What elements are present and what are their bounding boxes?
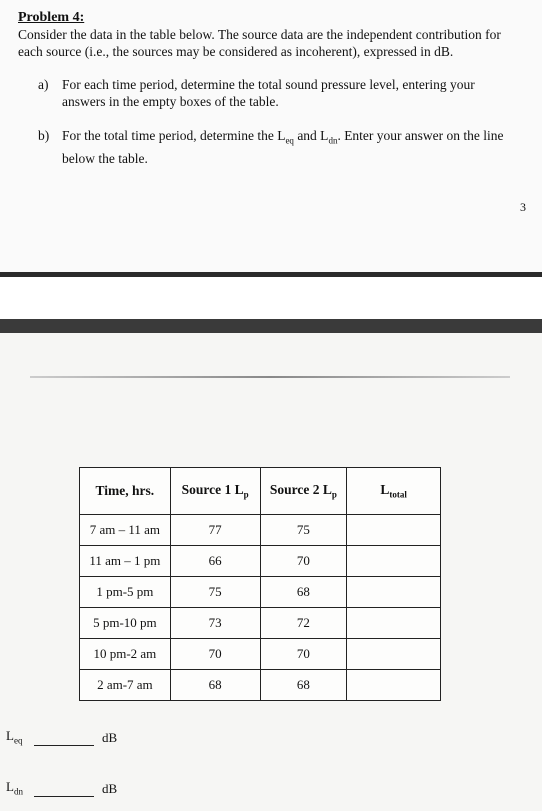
leq-label: [6, 728, 34, 746]
source2-cell: 70: [260, 546, 347, 577]
time-cell: 11 am – 1 pm: [80, 546, 171, 577]
page-divider-band-2: [0, 319, 542, 333]
source1-cell: 70: [170, 639, 260, 670]
source1-cell: 75: [170, 577, 260, 608]
header-ltotal: [347, 468, 441, 515]
header-ltotal-text: L: [380, 482, 390, 498]
time-cell: 1 pm-5 pm: [80, 577, 171, 608]
source1-cell: 77: [170, 515, 260, 546]
header-source1-sub: p: [243, 489, 249, 500]
header-ltotal-sub: total: [389, 489, 407, 500]
table-row: [80, 577, 441, 608]
time-cell: 2 am-7 am: [80, 670, 171, 701]
ltotal-answer-box[interactable]: [347, 639, 441, 670]
ldn-answer: [6, 779, 117, 797]
sound-level-table: [79, 467, 441, 701]
ldn-label-sub: dn: [13, 786, 23, 797]
header-source2-sub: p: [331, 489, 337, 500]
page-gap: [0, 277, 542, 319]
ldn-answer-line[interactable]: [34, 785, 94, 797]
part-a-label: a): [38, 77, 49, 92]
ltotal-answer-box[interactable]: [347, 577, 441, 608]
worksheet-page-top: [0, 0, 542, 272]
problem-title: Problem 4:: [18, 10, 85, 25]
source2-cell: 72: [260, 608, 347, 639]
part-b-text-1: For the total time period, determine the L: [62, 128, 286, 143]
source1-cell: 73: [170, 608, 260, 639]
page-fold-line: [30, 376, 510, 378]
source2-cell: 70: [260, 639, 347, 670]
table-row: [80, 515, 441, 546]
ltotal-answer-box[interactable]: [347, 515, 441, 546]
leq-label-text: L: [6, 728, 14, 743]
ldn-unit: dB: [102, 780, 118, 796]
table-row: [80, 608, 441, 639]
header-source2-text: Source 2 L: [269, 482, 332, 498]
table-row: [80, 546, 441, 577]
header-source1: [170, 468, 260, 515]
part-b-label: b): [38, 128, 50, 143]
page-number: 3: [520, 200, 526, 214]
ltotal-answer-box[interactable]: [347, 670, 441, 701]
time-cell: 10 pm-2 am: [80, 639, 171, 670]
leq-unit: dB: [102, 729, 118, 745]
table-row: [80, 670, 441, 701]
source2-cell: 68: [260, 670, 347, 701]
part-b-sub-eq: eq: [285, 135, 294, 146]
table-row: [80, 639, 441, 670]
part-b-text-3: . Enter your answer on the line below the table.: [62, 128, 504, 166]
time-cell: 7 am – 11 am: [80, 515, 171, 546]
ltotal-answer-box[interactable]: [347, 608, 441, 639]
source1-cell: 66: [170, 546, 260, 577]
ldn-label-text: L: [6, 779, 14, 794]
source1-cell: 68: [170, 670, 260, 701]
source2-cell: 68: [260, 577, 347, 608]
leq-label-sub: eq: [13, 735, 23, 746]
part-b: [38, 127, 518, 167]
header-source2: [260, 468, 347, 515]
part-b-text-2: and L: [293, 128, 329, 143]
header-source1-text: Source 1 L: [181, 482, 244, 498]
ldn-label: [6, 779, 34, 797]
part-b-sub-dn: dn: [328, 135, 338, 146]
header-time: [80, 468, 171, 515]
part-a-text: For each time period, determine the total sound pressure level, entering your answers in the empty boxes of the table.: [62, 77, 475, 109]
part-b-text: [62, 127, 518, 167]
leq-answer-line[interactable]: [34, 734, 94, 746]
ltotal-answer-box[interactable]: [347, 546, 441, 577]
time-cell: 5 pm-10 pm: [80, 608, 171, 639]
table-header-row: [80, 468, 441, 515]
part-a: [38, 76, 518, 110]
leq-answer: [6, 728, 117, 746]
problem-intro: Consider the data in the table below. The source data are the independent contribution for each source (i.e., the sources may be considered as incoherent), expressed in dB.: [18, 27, 501, 59]
header-time-text: Time, hrs.: [95, 483, 155, 498]
source2-cell: 75: [260, 515, 347, 546]
